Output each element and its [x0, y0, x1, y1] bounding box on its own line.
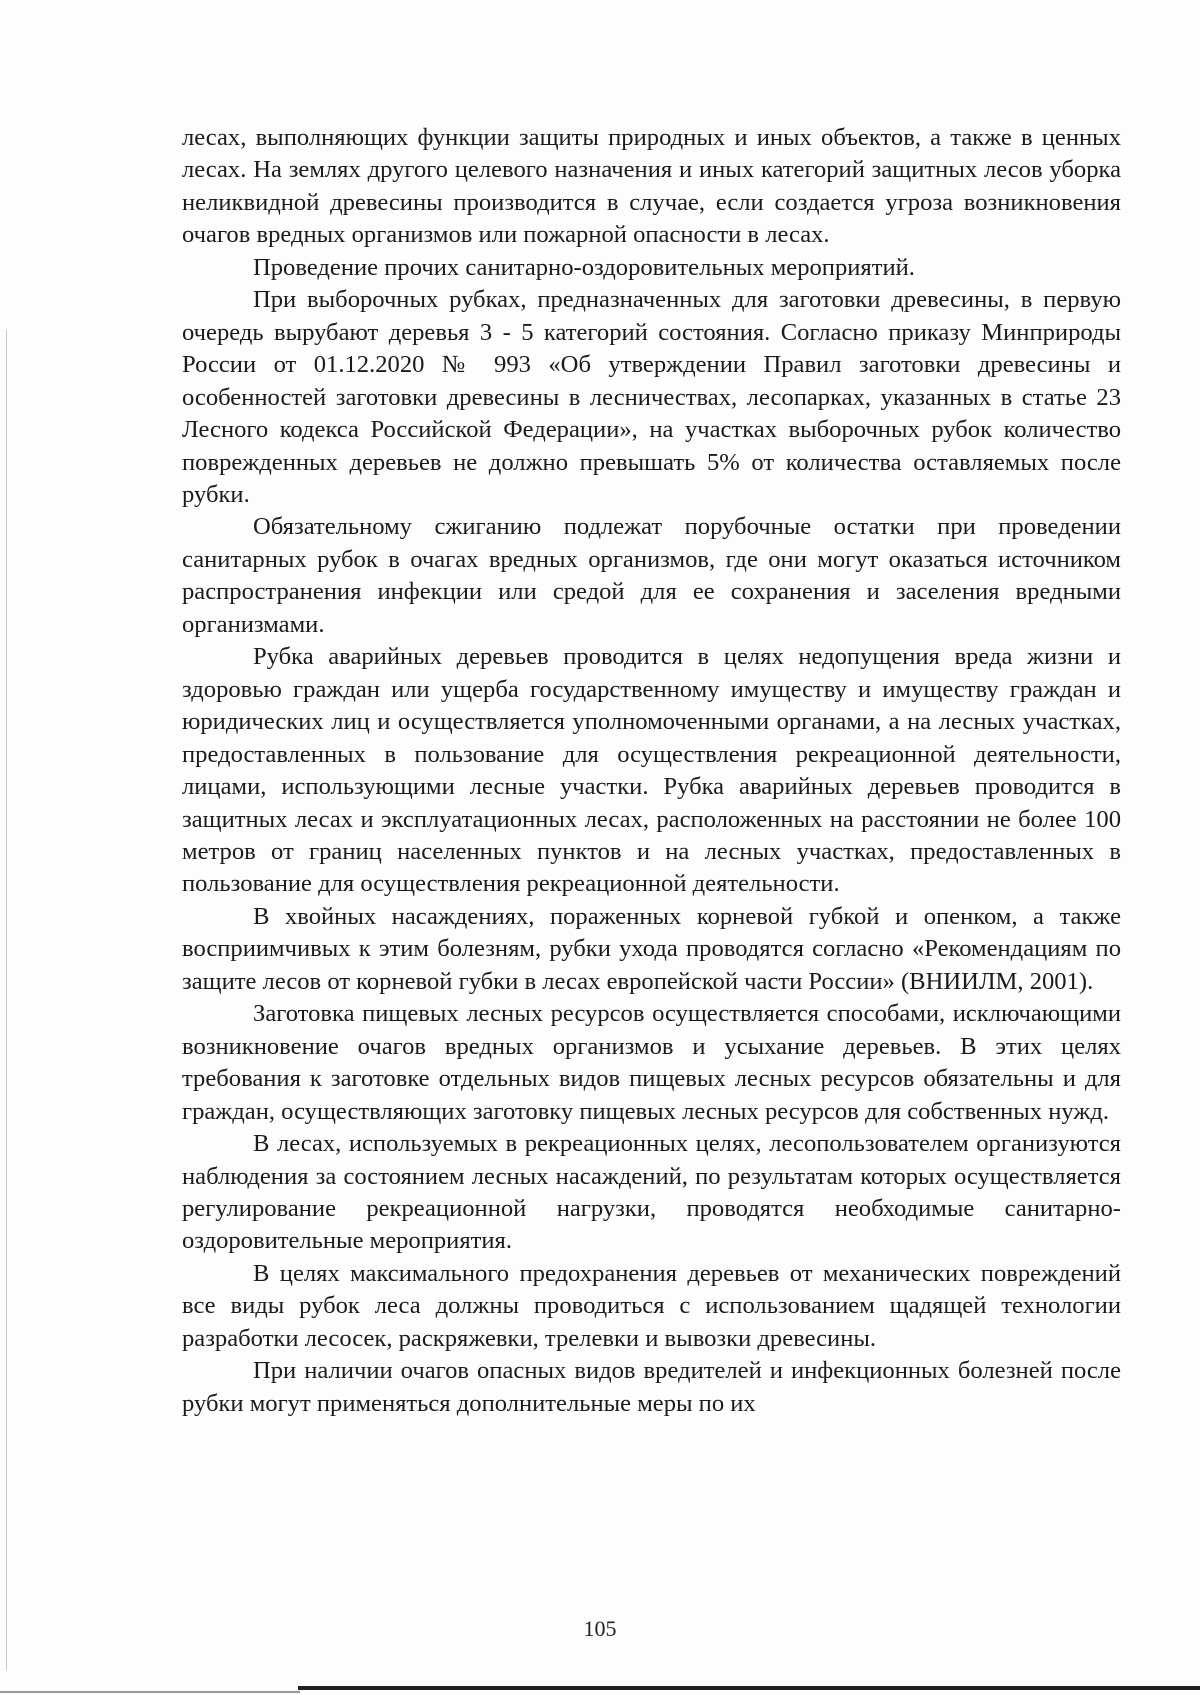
scan-left-edge: [6, 330, 7, 1670]
paragraph-1: лесах, выполняющих функции защиты природных и иных объектов, а также в ценных лесах. На землях другого целевого назначения и иных категорий защитных лесов уборка неликвидной древесины производится в случае, если создается угроза возникновения очагов вредных организмов или пожарной опасности в лесах.: [182, 124, 1121, 249]
body-text: [182, 122, 1121, 1420]
paragraph-7: Заготовка пищевых лесных ресурсов осуществляется способами, исключающими возникновение очагов вредных организмов и усыхание деревьев. В этих целях требования к заготовке отдельных видов пищевых лесных ресурсов обязательны и для граждан, осуществляющих заготовку пищевых лесных ресурсов для собственных нужд.: [182, 1000, 1121, 1125]
scan-bottom-edge: [298, 1686, 1200, 1690]
paragraph-2: Проведение прочих санитарно-оздоровительных мероприятий.: [253, 253, 915, 281]
paragraph-4: Обязательному сжиганию подлежат порубочные остатки при проведении санитарных рубок в очагах вредных организмов, где они могут оказаться источником распространения инфекции или средой для ее сохранения и заселения вредными организмами.: [182, 513, 1121, 638]
paragraph-9: В целях максимального предохранения деревьев от механических повреждений все виды рубок леса должны проводиться с использованием щадящей технологии разработки лесосек, раскряжевки, трелевки и вывозки древесины.: [182, 1259, 1121, 1352]
paragraph-5: Рубка аварийных деревьев проводится в целях недопущения вреда жизни и здоровью граждан или ущерба государственному имуществу и имуществу граждан и юридических лиц и осуществляется уполномоченными органами, а на лесных участках, предоставленных в пользование для осуществления рекреационной деятельности, лицами, использующими лесные участки. Рубка аварийных деревьев проводится в защитных лесах и эксплуатационных лесах, расположенных на расстоянии не более 100 метров от границ населенных пунктов и на лесных участках, предоставленных в пользование для осуществления рекреационной деятельности.: [182, 643, 1121, 898]
paragraph-8: В лесах, используемых в рекреационных целях, лесопользователем организуются наблюдения за состоянием лесных насаждений, по результатам которых осуществляется регулирование рекреационной нагрузки, проводятся необходимые санитарно-оздоровительные мероприятия.: [182, 1130, 1121, 1255]
paragraph-6: В хвойных насаждениях, пораженных корневой губкой и опенком, а также восприимчивых к этим болезням, рубки ухода проводятся согласно «Рекомендациям по защите лесов от корневой губки в лесах европейской части России» (ВНИИЛМ, 2001).: [182, 902, 1121, 995]
page-number: 105: [583, 1616, 617, 1641]
paragraph-3: При выборочных рубках, предназначенных для заготовки древесины, в первую очередь вырубают деревья 3 - 5 категорий состояния. Согласно приказу Минприроды России от 01.12.2020 № 993 «Об утверждении Правил заготовки древесины и особенностей заготовки древесины в лесничествах, лесопарках, указанных в статье 23 Лесного кодекса Российской Федерации», на участках выборочных рубок количество поврежденных деревьев не должно превышать 5% от количества оставляемых после рубки.: [182, 286, 1121, 508]
scan-bottom-edge-left: [0, 1691, 300, 1693]
paragraph-10: При наличии очагов опасных видов вредителей и инфекционных болезней после рубки могут применяться дополнительные меры по их: [182, 1357, 1121, 1417]
